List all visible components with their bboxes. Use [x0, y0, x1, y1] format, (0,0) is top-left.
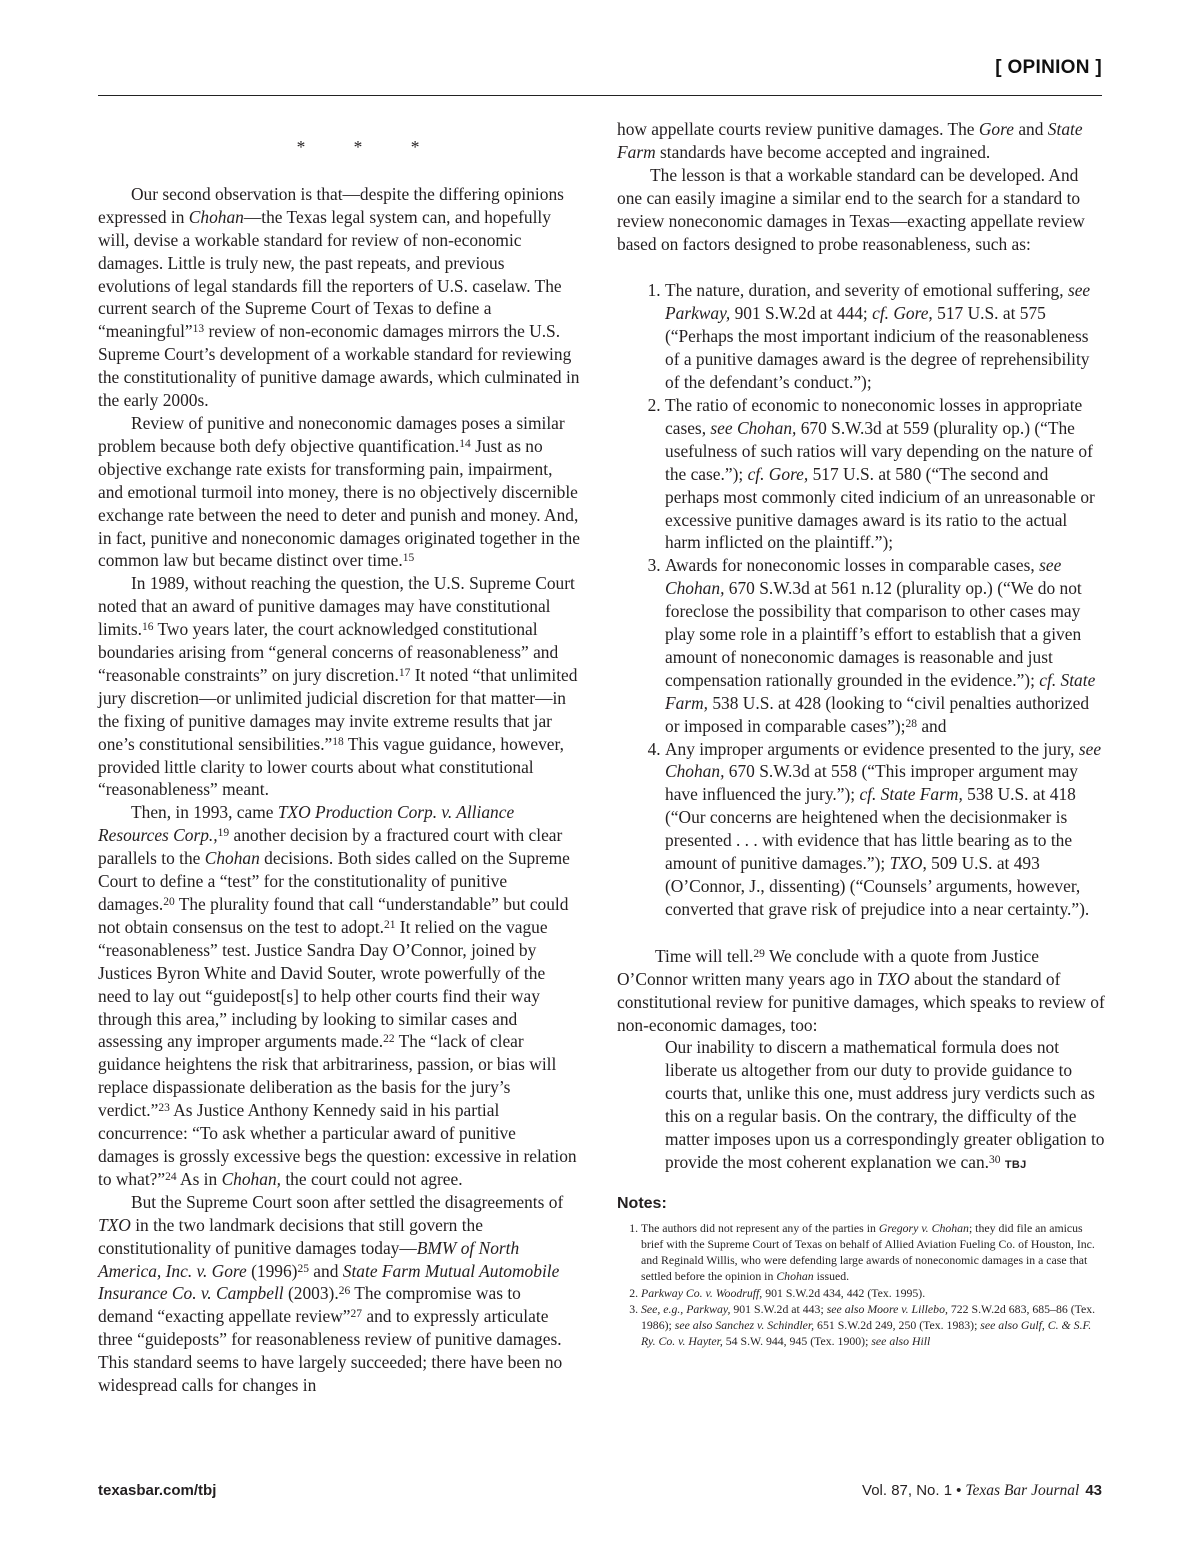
footnote-ref[interactable]: 19 — [217, 827, 230, 840]
paragraph-second-observation: Our second observation is that—despite the differing opinions expressed in Chohan—the Texas legal system can, and hopefully will, devise a workable standard for review of non-economic damages. Little is truly new, the past repeats, and previous evolutions of legal standards fill the reporters of U.S. caselaw. The current search of the Supreme Court of Texas to define a “meaningful”$^{13}$ review of non-economic damages mirrors the U.S. Supreme Court’s development of a workable standard for reviewing the constitutionality of punitive damage awards, which culminated in the early 2000s. — [98, 183, 580, 411]
footnote-ref[interactable]: 25 — [297, 1262, 309, 1275]
block-quote: Our inability to discern a mathematical formula does not liberate us altogether from our duty to provide guidance to courts that, unlike this one, must address jury verdicts such as this on a regular basis. On the contrary, the difficulty of the matter imposes upon us a correspondingly greater obligation to provide the most coherent explanation we can.$^{30}$ TBJ — [665, 1037, 1105, 1172]
paragraph-lesson: The lesson is that a workable standard can be developed. And one can easily imagine a similar end to the search for a standard to review noneconomic damages in Texas—exacting appellate review based on factors designed to probe reasonableness, such as: — [617, 164, 1085, 254]
footnote-ref[interactable]: 14 — [459, 437, 471, 450]
list-item: 3. Awards for noneconomic losses in comparable cases, see Chohan, 670 S.W.3d at 561 n.12 (plurality op.) (“We do not foreclose the possibility that comparison to other cases may play some role in a plaintiff’s effort to establish that a given amount of noneconomic damages is reasonable and just compensation rationally grounded in the evidence.”); cf. State Farm, 538 U.S. at 428 (looking to “civil penalties authorized or imposed in comparable cases”);$^{28}$ and — [665, 554, 1105, 737]
footnote-ref[interactable]: 23 — [158, 1102, 170, 1115]
list-item: 4. Any improper arguments or evidence presented to the jury, see Chohan, 670 S.W.3d at 558 (“This improper argument may have influenced the jury.”); cf. State Farm, 538 U.S. at 418 (“Our concerns are heightened when the decisionmaker is presented . . . with evidence that has little bearing as to the amount of punitive damages.”); TXO, 509 U.S. at 493 (O’Connor, J., dissenting) (“Counsels’ arguments, however, converted that grave risk of prejudice into a near certainty.”). — [665, 738, 1105, 921]
footnote-ref[interactable]: 26 — [338, 1285, 351, 1298]
footnote-ref[interactable]: 20 — [163, 896, 175, 908]
footer-journal: Texas Bar Journal — [965, 1482, 1080, 1499]
notes-heading: Notes: — [617, 1194, 667, 1212]
left-column — [98, 118, 580, 1397]
footnote-ref[interactable]: 21 — [383, 918, 396, 931]
paragraph-1993: Then, in 1993, came TXO Production Corp. v. Alliance Resources Corp.,$^{19}$ another decision by a fractured court with clear parallels to the Chohan decisions. Both sides called on the Supreme Court to define a “test” for the constitutionality of punitive damages.$^{20}$ The plurality found that call “understandable” but could not obtain consensus on the test to adopt.$^{21}$ It relied on the vague “reasonableness” test. Justice Sandra Day O’Connor, joined by Justices Byron White and David Souter, wrote powerfully of the need to lay out “guidepost[s] to help other courts find their way through this area,” including by looking to similar cases and assessing any improper arguments made.$^{22}$ The “lack of clear guidance heightens the risk that arbitrariness, passion, or bias will replace dispassionate deliberation as the basis for the jury’s verdict.”$^{23}$ As Justice Anthony Kennedy said in his partial concurrence: “To ask whether a particular award of punitive damages is grossly excessive begs the question: excessive in relation to what?”$^{24}$ As in Chohan, the court could not agree. — [98, 802, 577, 1189]
paragraph-continued: how appellate courts review punitive damages. The Gore and State Farm standards have become accepted and ingrained. — [617, 119, 1083, 162]
page-number: 43 — [1085, 1482, 1102, 1499]
footnote-ref[interactable]: 18 — [332, 735, 344, 748]
footnote-ref[interactable]: 27 — [350, 1308, 363, 1321]
footnote-ref[interactable]: 16 — [141, 621, 154, 634]
notes-list — [617, 1220, 1105, 1350]
paragraph-1989: In 1989, without reaching the question, the U.S. Supreme Court noted that an award of punitive damages may have constitutional limits.$^{16}$ Two years later, the court acknowledged constitutional boundaries arising from “general concerns of reasonableness” and “reasonable constraints” on jury discretion.$^{17}$ It noted “that unlimited jury discretion—or unlimited judicial discretion for that matter—in the fixing of punitive damages may invite extreme results that jar one’s constitutional sensibilities.”$^{18}$ This vague guidance, however, provided little clarity to lower courts about what constitutional “reasonableness” meant. — [98, 573, 578, 800]
paragraph-review: Review of punitive and noneconomic damages poses a similar problem because both defy objective quantification.$^{14}$ Just as no objective exchange rate exists for transforming pain, impairment, and emotional turmoil into money, there is no objectively discernible exchange rate between the need to deter and punish and money. And, in fact, punitive and noneconomic damages originated together in the common law but became distinct over time.$^{15}$ — [98, 412, 580, 571]
note-item: 3. See, e.g., Parkway, 901 S.W.2d at 443; see also Moore v. Lillebo, 722 S.W.2d 683, 685–86 (Tex. 1986); see also Sanchez v. Schindler, 651 S.W.2d 249, 250 (Tex. 1983); see also Gulf, C. & S.F. Ry. Co. v. Hayter, 54 S.W. 944, 945 (Tex. 1900); see also Hill — [641, 1301, 1105, 1350]
footer-issue-info — [862, 1482, 1102, 1500]
footnote-ref[interactable]: 15 — [402, 552, 415, 565]
footer-website-link[interactable]: texasbar.com/tbj — [98, 1482, 217, 1499]
paragraph-time-will-tell: Time will tell.$^{29}$ We conclude with a quote from Justice O’Connor written many years ago in TXO about the standard of constitutional review for punitive damages, which speaks to review of non-economic damages, too: — [617, 945, 1105, 1035]
footnote-ref[interactable]: 22 — [383, 1033, 395, 1046]
footnote-ref[interactable]: 30 — [989, 1153, 1001, 1166]
paragraph-landmark-decisions: But the Supreme Court soon after settled the disagreements of TXO in the two landmark decisions that still govern the constitutionality of punitive damages today—BMW of North America, Inc. v. Gore $(1996)^{25}$ and State Farm Mutual Automobile Insurance Co. v. Campbell (2003).$^{26}$ The compromise was to demand “exacting appellate review”$^{27}$ and to expressly articulate three “guideposts” for reasonableness review of punitive damages. This standard seems to have largely succeeded; there have been no widespread calls for changes in — [98, 1191, 564, 1396]
note-item: 1. The authors did not represent any of the parties in Gregory v. Chohan; they did file an amicus brief with the Supreme Court of Texas on behalf of Allied Aviation Fueling Co. of Houston, Inc. and Reginald Willis, who were defending large awards of noneconomic damages in a case that settled before the opinion in Chohan issued. — [641, 1220, 1105, 1285]
list-item: 2. The ratio of economic to noneconomic losses in appropriate cases, see Chohan, 670 S.W.3d at 559 (plurality op.) (“The usefulness of such ratios will vary depending on the nature of the case.”); cf. Gore, 517 U.S. at 580 (“The second and perhaps most commonly cited indicium of an unreasonable or excessive punitive damages award is its ratio to the actual harm inflicted on the plaintiff.”); — [665, 394, 1105, 554]
note-item: 2. Parkway Co. v. Woodruff, 901 S.W.2d 434, 442 (Tex. 1995). — [641, 1285, 1105, 1301]
factors-list — [617, 279, 1105, 920]
header-rule — [98, 95, 1102, 96]
footnote-ref[interactable]: 17 — [398, 666, 411, 679]
footnote-ref[interactable]: 28 — [905, 717, 917, 730]
section-label: [ OPINION ] — [995, 57, 1102, 78]
footnote-ref[interactable]: 29 — [753, 947, 765, 960]
footnote-ref[interactable]: 13 — [192, 323, 205, 336]
footer-bullet: • — [956, 1482, 962, 1499]
end-mark: TBJ — [1004, 1158, 1027, 1171]
footer-volume: Vol. 87, No. 1 — [862, 1482, 953, 1499]
footnote-ref[interactable]: 24 — [165, 1170, 177, 1183]
section-separator: * * * — [296, 137, 442, 157]
list-item: 1. The nature, duration, and severity of emotional suffering, see Parkway, 901 S.W.2d at 444; cf. Gore, 517 U.S. at 575 (“Perhaps the most important indicium of the reasonableness of a punitive damages award is the degree of reprehensibility of the defendant’s conduct.”); — [665, 279, 1105, 394]
right-column — [617, 118, 1105, 1349]
